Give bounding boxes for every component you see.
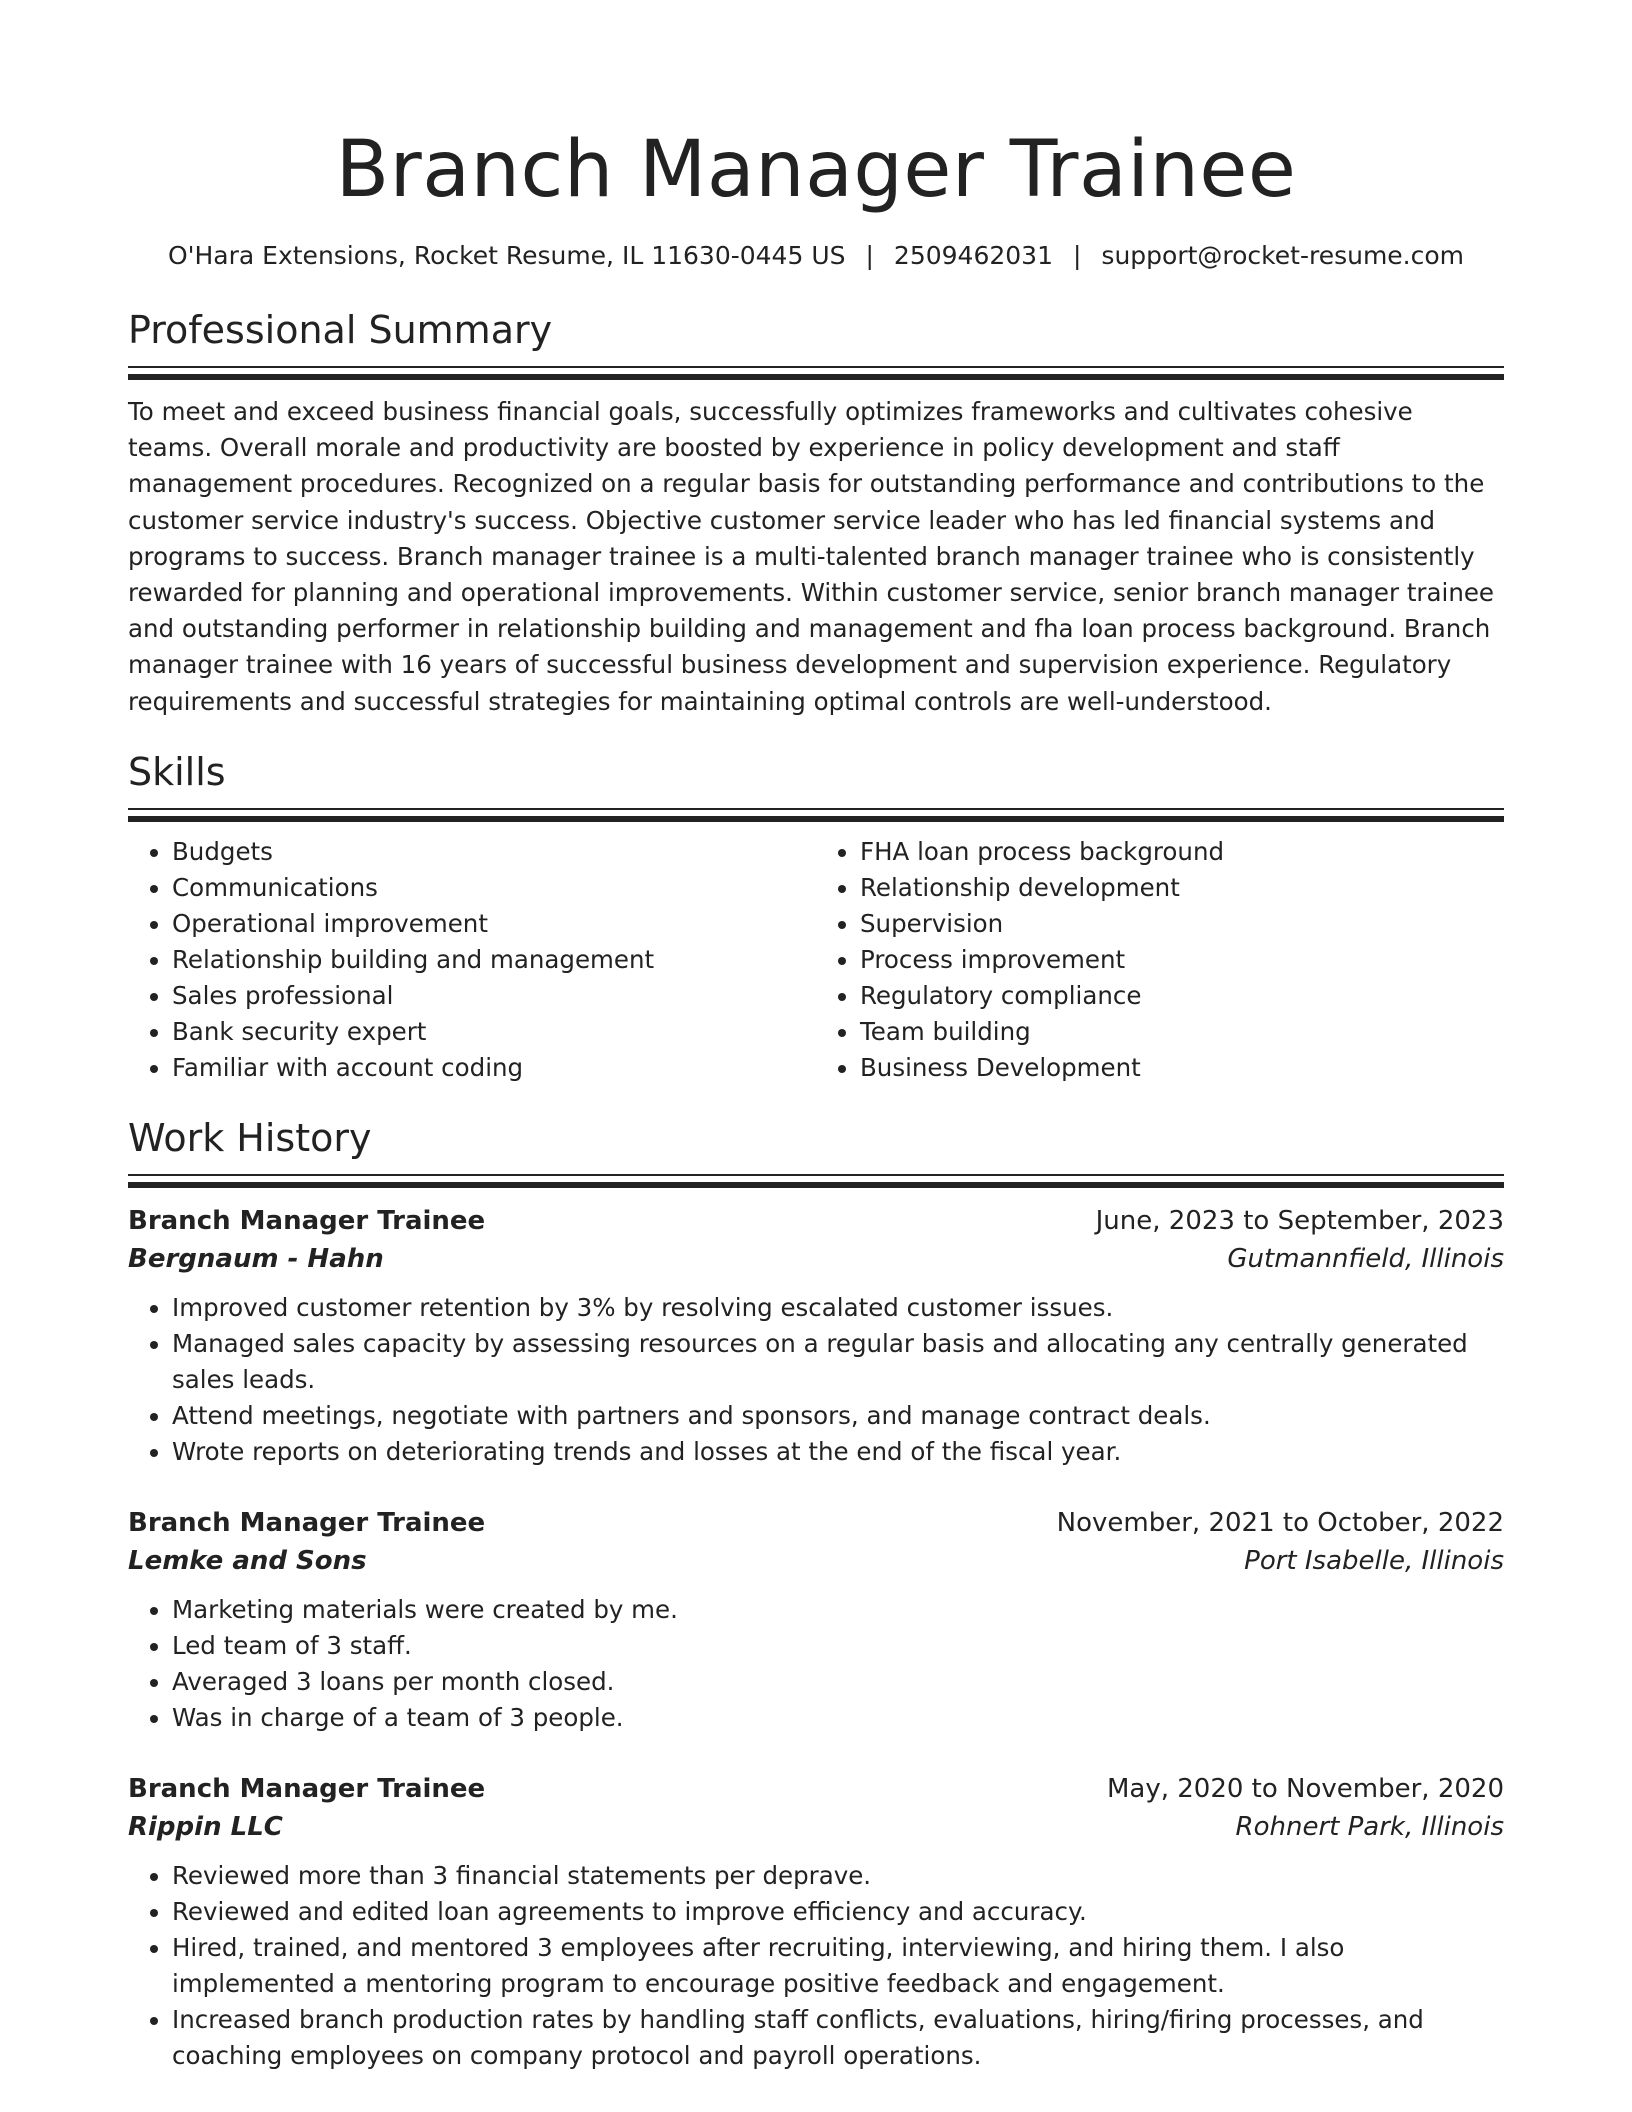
- skill-item: • Supervision: [860, 906, 1504, 942]
- job-title: Branch Manager Trainee: [128, 1205, 486, 1236]
- skill-item: • Operational improvement: [172, 906, 816, 942]
- job-bullet: • Attend meetings, negotiate with partners and sponsors, and manage contract deals.: [172, 1398, 1504, 1434]
- skills-section: [128, 748, 1504, 1086]
- job-bullets: [128, 1858, 1504, 2074]
- job-entry: [128, 1504, 1504, 1736]
- job-location: Gutmannfield, Illinois: [1227, 1243, 1504, 1274]
- job-bullet: • Reviewed and edited loan agreements to improve efficiency and accuracy.: [172, 1894, 1504, 1930]
- job-bullet: • Improved customer retention by 3% by resolving escalated customer issues.: [172, 1290, 1504, 1326]
- candidate-name: Branch Manager Trainee: [335, 125, 1297, 215]
- summary-section: [128, 306, 1504, 720]
- job-bullets: [128, 1290, 1504, 1470]
- skill-item: • Regulatory compliance: [860, 978, 1504, 1014]
- job-bullet: • Wrote reports on deteriorating trends and losses at the end of the fiscal year.: [172, 1434, 1504, 1470]
- work-history-heading: Work History: [128, 1115, 372, 1160]
- summary-text: To meet and exceed business financial goals, successfully optimizes frameworks and cultivates cohesive teams. Overall morale and productivity are boosted by experience in policy development and staff management procedures. Recognized on a regular basis for outstanding performance and contributions to the customer service industry's success. Objective customer service leader who has led financial systems and programs to success. Branch manager trainee is a multi-talented branch manager trainee who is consistently rewarded for planning and operational improvements. Within customer service, senior branch manager trainee and outstanding performer in relationship building and management and fha loan process background. Branch manager trainee with 16 years of successful business development and supervision experience. Regulatory requirements and successful strategies for maintaining optimal controls are well-understood.: [128, 397, 1494, 716]
- skills-list-left: [128, 834, 816, 1086]
- job-company: Rippin LLC: [128, 1811, 283, 1842]
- job-company-row: [128, 1240, 1504, 1278]
- job-company-row: [128, 1542, 1504, 1580]
- job-bullet: • Marketing materials were created by me.: [172, 1592, 1504, 1628]
- skill-item: • Familiar with account coding: [172, 1050, 816, 1086]
- skill-item: • Sales professional: [172, 978, 816, 1014]
- skill-item: • Communications: [172, 870, 816, 906]
- skill-item: • Business Development: [860, 1050, 1504, 1086]
- job-company: Lemke and Sons: [128, 1545, 367, 1576]
- job-title: Branch Manager Trainee: [128, 1773, 486, 1804]
- job-company: Bergnaum - Hahn: [128, 1243, 384, 1274]
- job-dates: June, 2023 to September, 2023: [1095, 1205, 1504, 1236]
- contact-address: O'Hara Extensions, Rocket Resume, IL 11630-0445 US: [167, 241, 846, 270]
- job-entry: [128, 1202, 1504, 1470]
- skills-columns: [128, 834, 1504, 1086]
- skill-item: • FHA loan process background: [860, 834, 1504, 870]
- job-entry: [128, 1770, 1504, 2074]
- contact-email[interactable]: support@rocket-resume.com: [1101, 241, 1465, 270]
- skill-item: • Budgets: [172, 834, 816, 870]
- skills-heading: Skills: [128, 749, 226, 794]
- job-company-row: [128, 1808, 1504, 1846]
- job-location: Port Isabelle, Illinois: [1244, 1545, 1504, 1576]
- job-bullet: • Managed sales capacity by assessing resources on a regular basis and allocating any centrally generated sales leads.: [172, 1326, 1504, 1398]
- section-divider: [128, 808, 1504, 822]
- skill-item: • Bank security expert: [172, 1014, 816, 1050]
- job-bullet: • Averaged 3 loans per month closed.: [172, 1664, 1504, 1700]
- contact-separator: |: [865, 241, 874, 270]
- job-bullet: • Reviewed more than 3 financial statements per deprave.: [172, 1858, 1504, 1894]
- job-bullets: [128, 1592, 1504, 1736]
- skill-item: • Relationship development: [860, 870, 1504, 906]
- job-bullet: • Increased branch production rates by handling staff conflicts, evaluations, hiring/firing processes, and coaching employees on company protocol and payroll operations.: [172, 2002, 1504, 2074]
- skill-item: • Process improvement: [860, 942, 1504, 978]
- job-dates: May, 2020 to November, 2020: [1106, 1773, 1504, 1804]
- section-divider: [128, 366, 1504, 380]
- job-bullet: • Was in charge of a team of 3 people.: [172, 1700, 1504, 1736]
- contact-separator: |: [1072, 241, 1082, 270]
- job-title: Branch Manager Trainee: [128, 1507, 486, 1538]
- work-history-section: [128, 1114, 1504, 2074]
- section-divider: [128, 1174, 1504, 1188]
- contact-phone: 2509462031: [893, 241, 1053, 270]
- job-bullet: • Hired, trained, and mentored 3 employees after recruiting, interviewing, and hiring them. I also implemented a mentoring program to encourage positive feedback and engagement.: [172, 1930, 1504, 2002]
- job-header-row: [128, 1202, 1504, 1240]
- skill-item: • Relationship building and management: [172, 942, 816, 978]
- contact-line: [128, 238, 1504, 274]
- job-header-row: [128, 1504, 1504, 1542]
- skills-list-right: [816, 834, 1504, 1086]
- summary-heading: Professional Summary: [128, 308, 553, 352]
- job-header-row: [128, 1770, 1504, 1808]
- job-dates: November, 2021 to October, 2022: [1056, 1507, 1504, 1538]
- job-bullet: • Led team of 3 staff.: [172, 1628, 1504, 1664]
- job-location: Rohnert Park, Illinois: [1235, 1811, 1504, 1842]
- skill-item: • Team building: [860, 1014, 1504, 1050]
